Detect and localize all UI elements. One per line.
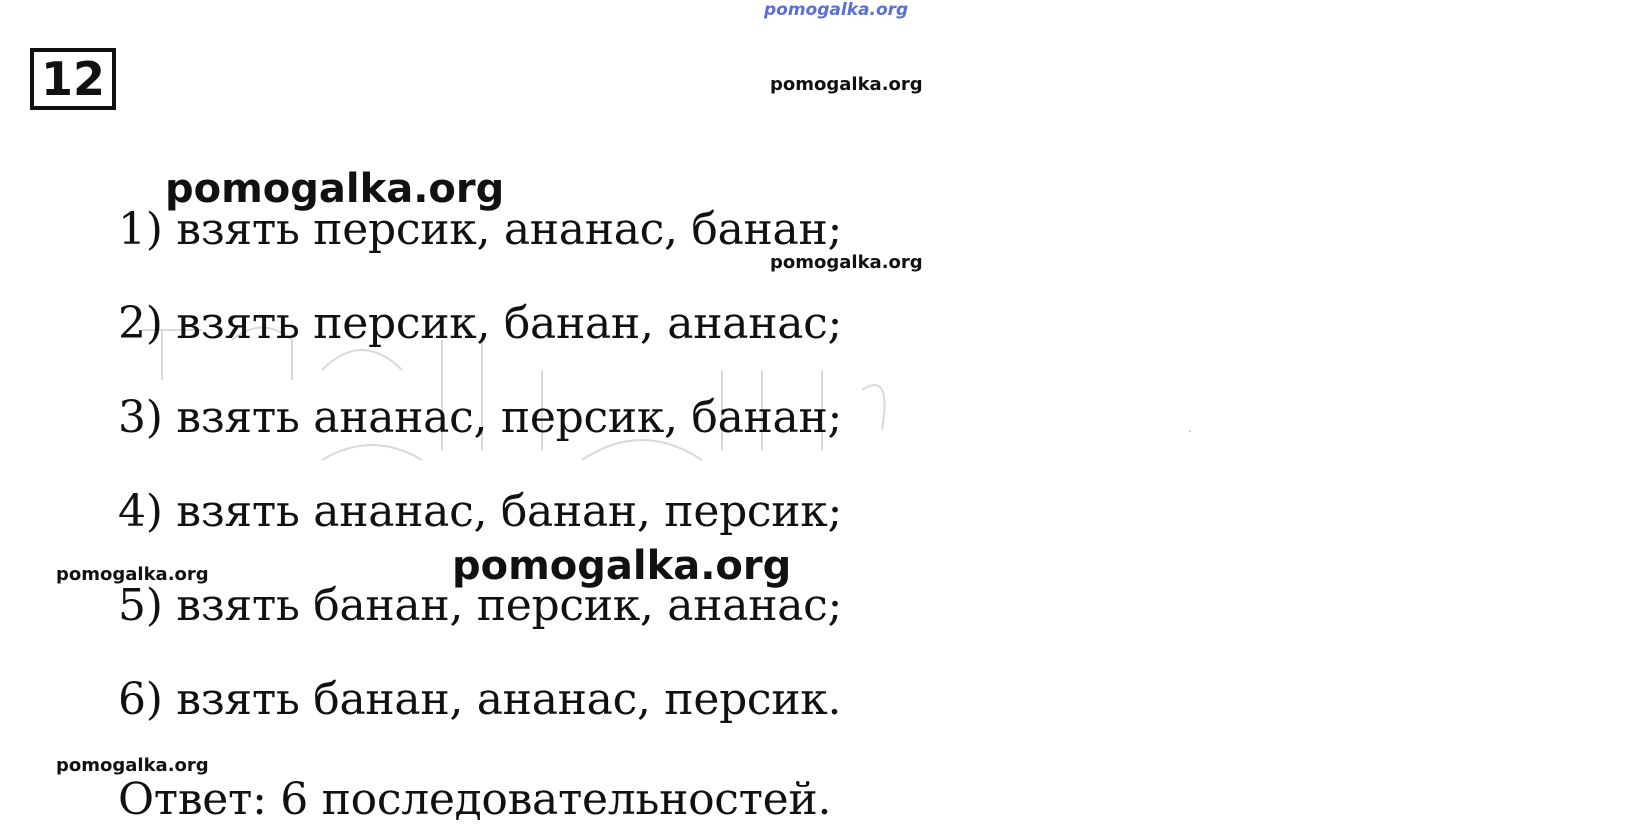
stray-dot	[1189, 430, 1191, 432]
answer-text: Ответ: 6 последовательностей.	[118, 774, 832, 825]
list-item: 1) взять персик, ананас, банан;	[118, 204, 843, 255]
list-item: 5) взять банан, персик, ананас;	[118, 580, 843, 631]
watermark-large: pomogalka.org	[165, 166, 505, 212]
watermark-small: pomogalka.org	[56, 755, 209, 776]
task-number-box: 12	[30, 48, 116, 110]
list-item: 3) взять ананас, персик, банан;	[118, 392, 843, 443]
list-item: 4) взять ананас, банан, персик;	[118, 486, 843, 537]
sequence-list	[118, 204, 938, 768]
watermark-large: pomogalka.org	[452, 543, 792, 589]
watermark-small: pomogalka.org	[770, 252, 923, 273]
list-item: 2) взять персик, банан, ананас;	[118, 298, 843, 349]
watermark-small: pomogalka.org	[56, 564, 209, 585]
watermark-top: pomogalka.org	[764, 0, 909, 20]
watermark-small: pomogalka.org	[770, 74, 923, 95]
list-item: 6) взять банан, ананас, персик.	[118, 674, 842, 725]
